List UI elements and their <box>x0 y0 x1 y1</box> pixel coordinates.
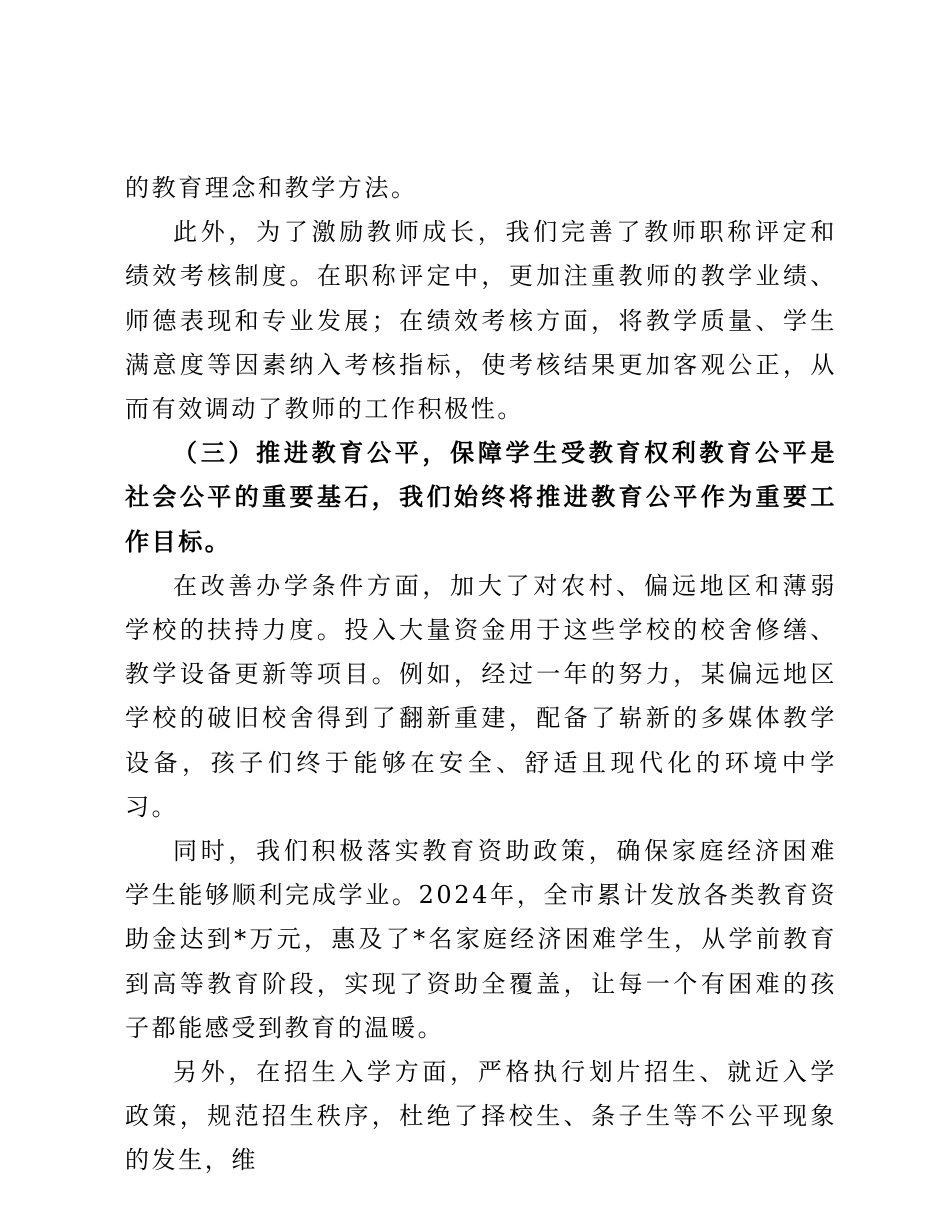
paragraph-financial-aid: 同时，我们积极落实教育资助政策，确保家庭经济困难学生能够顺利完成学业。2024年，全市累计发放各类教育资助金达到*万元，惠及了*名家庭经济困难学生，从学前教育到高等教育阶段，实现了资助全覆盖，让每一个有困难的孩子都能感受到教育的温暖。 <box>125 837 837 1042</box>
paragraph-continuation: 的教育理念和教学方法。 <box>125 174 418 202</box>
paragraph-enrollment: 另外，在招生入学方面，严格执行划片招生、就近入学政策，规范招生秩序，杜绝了择校生、条子生等不公平现象的发生，维 <box>125 1058 837 1175</box>
paragraph-teacher-evaluation: 此外，为了激励教师成长，我们完善了教师职称评定和绩效考核制度。在职称评定中，更加注重教师的教学业绩、师德表现和专业发展；在绩效考核方面，将教学质量、学生满意度等因素纳入考核指标，使考核结果更加客观公正，从而有效调动了教师的工作积极性。 <box>125 218 837 424</box>
section-heading-education-equity: （三）推进教育公平，保障学生受教育权利教育公平是社会公平的重要基石，我们始终将推进教育公平作为重要工作目标。 <box>125 439 837 556</box>
paragraph-school-conditions: 在改善办学条件方面，加大了对农村、偏远地区和薄弱学校的扶持力度。投入大量资金用于这些学校的校舍修缮、教学设备更新等项目。例如，经过一年的努力，某偏远地区学校的破旧校舍得到了翻新重建，配备了崭新的多媒体教学设备，孩子们终于能够在安全、舒适且现代化的环境中学习。 <box>125 571 837 821</box>
document-page <box>125 166 837 1183</box>
